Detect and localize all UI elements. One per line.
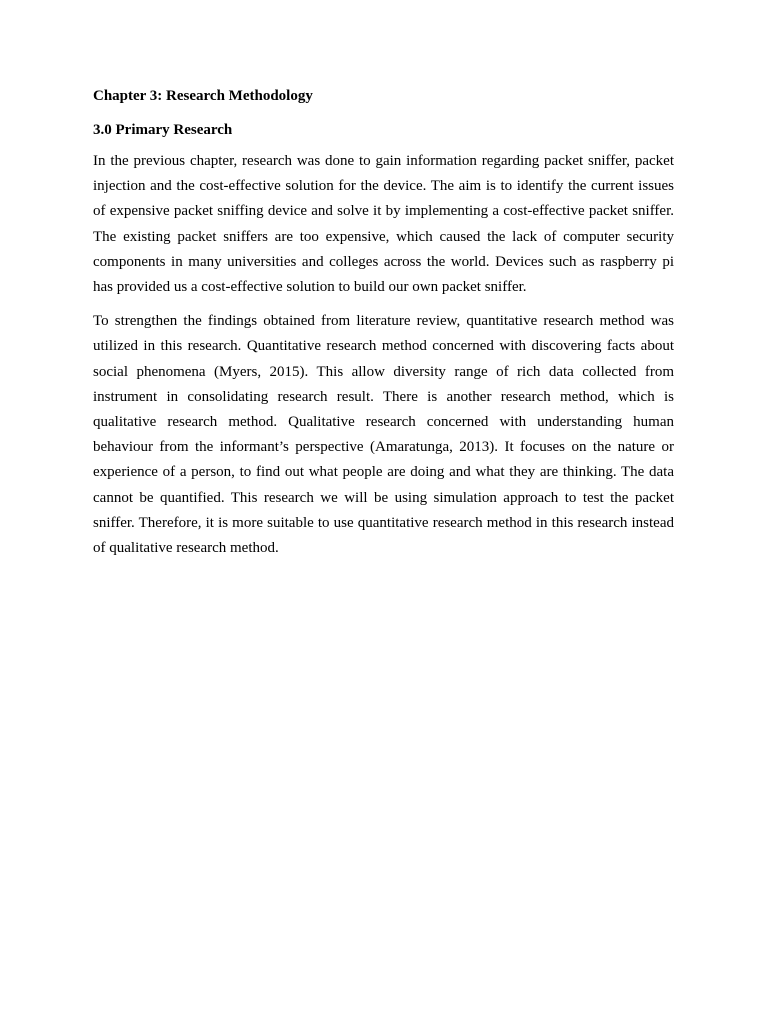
section-title: 3.0 Primary Research	[93, 122, 233, 138]
chapter-title: Chapter 3: Research Methodology	[93, 88, 313, 104]
paragraph-1: In the previous chapter, research was done to gain information regarding packet sniffer, packet injection and the cost-effective solution for the device. The aim is to identify the current issues of expensive packet sniffing device and solve it by implementing a cost-effective packet sniffer. The existing packet sniffers are too expensive, which caused the lack of computer security components in many universities and colleges across the world. Devices such as raspberry pi has provided us a cost-effective solution to build our own packet sniffer.	[93, 153, 674, 296]
document-page	[93, 86, 674, 570]
paragraph-2: To strengthen the findings obtained from literature review, quantitative research method was utilized in this research. Quantitative research method concerned with discovering facts about social phenomena (Myers, 2015). This allow diversity range of rich data collected from instrument in consolidating research result. There is another research method, which is qualitative research method. Qualitative research concerned with understanding human behaviour from the informant’s perspective (Amaratunga, 2013). It focuses on the nature or experience of a person, to find out what people are doing and what they are thinking. The data cannot be quantified. This research we will be using simulation approach to test the packet sniffer. Therefore, it is more suitable to use quantitative research method in this research instead of qualitative research method.	[93, 313, 674, 557]
